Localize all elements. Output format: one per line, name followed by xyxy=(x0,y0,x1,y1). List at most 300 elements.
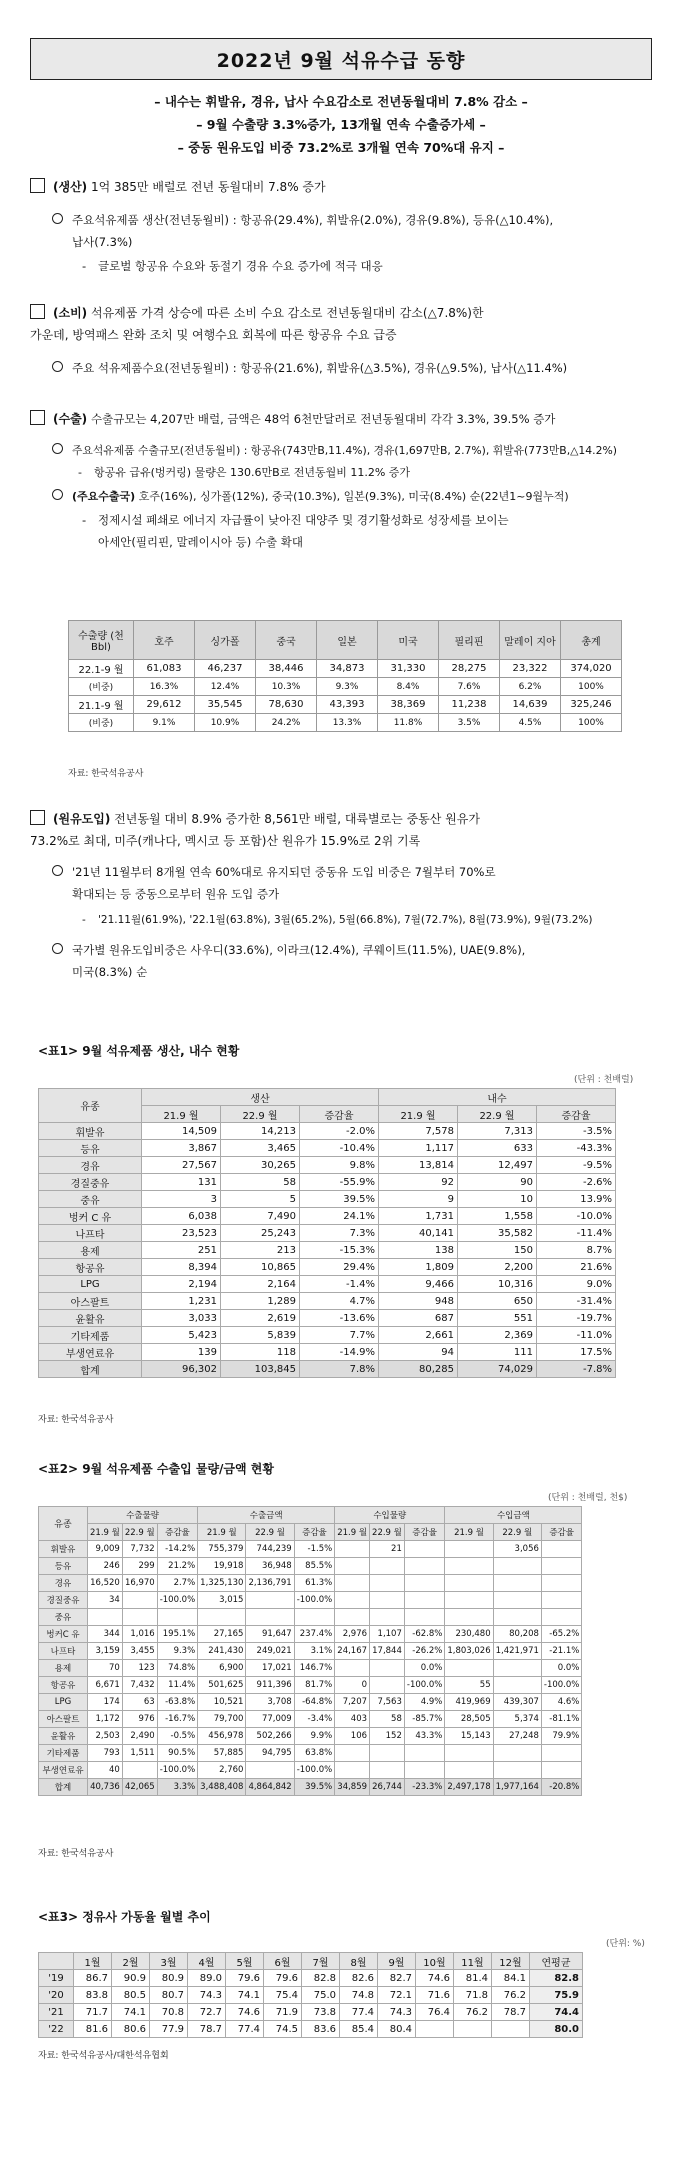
table-cell: 74.8 xyxy=(340,1987,378,2004)
table-cell: 80.5 xyxy=(112,1987,150,2004)
table-cell: 9 xyxy=(379,1191,458,1208)
table-cell: 76.4 xyxy=(416,2004,454,2021)
table-cell: 17,021 xyxy=(246,1660,294,1677)
table-cell: 79.6 xyxy=(226,1970,264,1987)
table-row xyxy=(39,1626,582,1643)
table-row xyxy=(39,1711,582,1728)
table-cell: 80.7 xyxy=(150,1987,188,2004)
table-header-cell: 증감율 xyxy=(300,1106,379,1123)
table-cell: 7,732 xyxy=(122,1541,157,1558)
production-section xyxy=(30,176,660,198)
production-sub2: 글로벌 항공유 수요와 동절기 경유 수요 증가에 적극 대응 xyxy=(98,259,383,273)
table-cell xyxy=(493,1558,541,1575)
table-cell xyxy=(454,2021,492,2038)
import-bullet-3b: 미국(8.3%) 순 xyxy=(72,965,148,979)
table-cell: 2,490 xyxy=(122,1728,157,1745)
production-bullet-1 xyxy=(52,210,652,231)
table-cell: -20.8% xyxy=(541,1779,581,1796)
table-cell xyxy=(445,1575,493,1592)
import-sub2: '21.11월(61.9%), '22.1월(63.8%), 3월(65.2%), 5월(66.8%), 7월(72.7%), 8월(73.9%), 9월(73.2%) xyxy=(98,914,593,926)
table-cell: 3,056 xyxy=(493,1541,541,1558)
table-cell xyxy=(541,1575,581,1592)
table-row xyxy=(39,1259,616,1276)
row-label-cell: 합계 xyxy=(39,1361,142,1378)
table-cell: 14,639 xyxy=(500,696,561,714)
table-cell: 94,795 xyxy=(246,1745,294,1762)
table-cell xyxy=(445,1609,493,1626)
table-cell: 17,844 xyxy=(370,1643,405,1660)
import-bullet-2: - '21.11월(61.9%), '22.1월(63.8%), 3월(65.2%), 5월(66.8%), 7월(72.7%), 8월(73.9%), 9월(73.2%) xyxy=(82,914,593,926)
row-label-cell: '22 xyxy=(39,2021,74,2038)
table-cell xyxy=(370,1558,405,1575)
table-header-cell: 11월 xyxy=(454,1953,492,1970)
table-header-cell: 연평균 xyxy=(530,1953,583,1970)
table-cell: 82.6 xyxy=(340,1970,378,1987)
row-label-cell: 22.1-9 월 xyxy=(69,660,134,678)
table1-title: <표1> 9월 석유제품 생산, 내수 현황 xyxy=(38,1044,240,1058)
table-cell: -100.0% xyxy=(541,1677,581,1694)
table-cell: -100.0% xyxy=(404,1677,444,1694)
table-cell: 5,374 xyxy=(493,1711,541,1728)
import-head: (원유도입) xyxy=(53,812,111,826)
table-header-cell: 22.9 월 xyxy=(370,1524,405,1541)
table-row xyxy=(39,1541,582,1558)
table-cell: 34,873 xyxy=(317,660,378,678)
table-row xyxy=(39,1609,582,1626)
table-cell: 29.4% xyxy=(300,1259,379,1276)
export-bullet-1 xyxy=(52,440,652,461)
table-cell: 103,845 xyxy=(221,1361,300,1378)
table-cell xyxy=(493,1677,541,1694)
table-cell: 39.5% xyxy=(300,1191,379,1208)
table-cell xyxy=(445,1660,493,1677)
table-header-cell: 7월 xyxy=(302,1953,340,1970)
table-cell: 35,545 xyxy=(195,696,256,714)
table-cell xyxy=(335,1609,370,1626)
table-cell: 27,165 xyxy=(198,1626,246,1643)
table-cell: -13.6% xyxy=(300,1310,379,1327)
table-cell: 911,396 xyxy=(246,1677,294,1694)
table-cell xyxy=(493,1609,541,1626)
table-header-cell: 21.9 월 xyxy=(198,1524,246,1541)
row-label-cell: (비중) xyxy=(69,678,134,696)
table-cell: 2,503 xyxy=(88,1728,123,1745)
table-cell xyxy=(122,1762,157,1779)
table-cell: 23,523 xyxy=(142,1225,221,1242)
table-cell: 633 xyxy=(458,1140,537,1157)
table-cell: 38,369 xyxy=(378,696,439,714)
table-cell xyxy=(370,1609,405,1626)
table-header-cell: 21.9 월 xyxy=(379,1106,458,1123)
table-header-cell xyxy=(39,1953,74,1970)
table-cell: 246 xyxy=(88,1558,123,1575)
circle-bullet-icon xyxy=(52,213,63,224)
row-label-cell: 나프타 xyxy=(39,1643,88,1660)
table-cell: 85.4 xyxy=(340,2021,378,2038)
table-cell: 80.0 xyxy=(530,2021,583,2038)
table-cell: 0.0% xyxy=(404,1660,444,1677)
table-cell: -21.1% xyxy=(541,1643,581,1660)
table3-source: 자료: 한국석유공사/대한석유협회 xyxy=(38,2051,169,2061)
table-cell: 2,369 xyxy=(458,1327,537,1344)
table-cell xyxy=(445,1558,493,1575)
table-cell: 948 xyxy=(379,1293,458,1310)
table-header-cell: 22.9 월 xyxy=(221,1106,300,1123)
table-cell xyxy=(88,1609,123,1626)
table-cell: 0.0% xyxy=(541,1660,581,1677)
table-row xyxy=(39,1225,616,1242)
table-header-cell: 수입금액 xyxy=(445,1507,582,1524)
table-row xyxy=(39,1361,616,1378)
table-row xyxy=(39,1140,616,1157)
table-subheader-row xyxy=(39,1524,582,1541)
table-cell: -23.3% xyxy=(404,1779,444,1796)
table-cell: 82.8 xyxy=(302,1970,340,1987)
table-cell: -43.3% xyxy=(537,1140,616,1157)
table-cell: 3,455 xyxy=(122,1643,157,1660)
table-cell: 74.3 xyxy=(188,1987,226,2004)
table-row xyxy=(39,1208,616,1225)
table-cell xyxy=(445,1541,493,1558)
table-cell: 79.6 xyxy=(264,1970,302,1987)
table-cell: 4.9% xyxy=(404,1694,444,1711)
table-cell: 90 xyxy=(458,1174,537,1191)
table-cell: -31.4% xyxy=(537,1293,616,1310)
import-sub1a: '21년 11월부터 8개월 연속 60%대로 유지되던 중동유 도입 비중은 7월부터 70%로 xyxy=(72,865,496,879)
table-row xyxy=(39,1558,582,1575)
table-cell xyxy=(445,1592,493,1609)
table-header-cell: 수출금액 xyxy=(198,1507,335,1524)
import-bullet-3 xyxy=(52,940,652,961)
table-cell: 1,421,971 xyxy=(493,1643,541,1660)
table-cell: 3.5% xyxy=(439,714,500,732)
table-cell: 3,015 xyxy=(198,1592,246,1609)
table-cell: 138 xyxy=(379,1242,458,1259)
table-cell: 43.3% xyxy=(404,1728,444,1745)
table-cell: 251 xyxy=(142,1242,221,1259)
table-cell: 9,009 xyxy=(88,1541,123,1558)
table-cell: 24.1% xyxy=(300,1208,379,1225)
table-cell: 11.4% xyxy=(157,1677,197,1694)
production-head: (생산) xyxy=(53,180,88,194)
summary-line-2: – 9월 수출량 3.3%증가, 13개월 연속 수출증가세 – xyxy=(196,117,486,132)
table-cell: 9.3% xyxy=(157,1643,197,1660)
table-row xyxy=(39,1293,616,1310)
consumption-text-a: 석유제품 가격 상승에 따른 소비 수요 감소로 전년동월대비 감소(△7.8%)한 xyxy=(90,306,484,320)
row-label-cell: 벙커 C 유 xyxy=(39,1208,142,1225)
table-cell xyxy=(335,1541,370,1558)
table-cell: 1,107 xyxy=(370,1626,405,1643)
table2-source: 자료: 한국석유공사 xyxy=(38,1849,114,1859)
table-cell: 3,465 xyxy=(221,1140,300,1157)
table-header-cell: 6월 xyxy=(264,1953,302,1970)
table-cell: 755,379 xyxy=(198,1541,246,1558)
table-cell: 2,164 xyxy=(221,1276,300,1293)
table-cell: 1,511 xyxy=(122,1745,157,1762)
circle-bullet-icon xyxy=(52,361,63,372)
row-label-cell: 기타제품 xyxy=(39,1327,142,1344)
table-cell: 1,325,130 xyxy=(198,1575,246,1592)
table-row xyxy=(69,696,622,714)
table-cell: 2.7% xyxy=(157,1575,197,1592)
table-cell: 80.9 xyxy=(150,1970,188,1987)
table-cell: -7.8% xyxy=(537,1361,616,1378)
table-cell: 374,020 xyxy=(561,660,622,678)
export-sub3-text: 호주(16%), 싱가폴(12%), 중국(10.3%), 일본(9.3%), 미국(8.4%) 순(22년1~9월누적) xyxy=(138,490,569,503)
production-sub1a: 주요석유제품 생산(전년동월비) : 항공유(29.4%), 휘발유(2.0%), 경유(9.8%), 등유(△10.4%), xyxy=(72,213,554,227)
table-cell xyxy=(445,1762,493,1779)
production-bullet-1b: 납사(7.3%) xyxy=(72,235,133,249)
table-header-cell: 호주 xyxy=(134,621,195,660)
table-cell xyxy=(493,1660,541,1677)
table-row xyxy=(39,1970,583,1987)
table-cell: 1,803,026 xyxy=(445,1643,493,1660)
checkbox-square-icon xyxy=(30,178,45,193)
table-cell: 74.5 xyxy=(264,2021,302,2038)
table-cell: 146.7% xyxy=(294,1660,334,1677)
table-cell: 77.4 xyxy=(340,2004,378,2021)
table-cell: 11,238 xyxy=(439,696,500,714)
circle-bullet-icon xyxy=(52,943,63,954)
table-cell: 80,208 xyxy=(493,1626,541,1643)
table-header-cell: 5월 xyxy=(226,1953,264,1970)
table-cell: 3.3% xyxy=(157,1779,197,1796)
table-cell: 7.6% xyxy=(439,678,500,696)
table-cell: 2,136,791 xyxy=(246,1575,294,1592)
table-cell: 5,423 xyxy=(142,1327,221,1344)
import-section xyxy=(30,808,660,852)
table-cell: -15.3% xyxy=(300,1242,379,1259)
row-label-cell: 중유 xyxy=(39,1609,88,1626)
table-cell: 2,661 xyxy=(379,1327,458,1344)
table-cell: 1,731 xyxy=(379,1208,458,1225)
import-text-a: 전년동월 대비 8.9% 증가한 8,561만 배럴, 대륙별로는 중동산 원유가 xyxy=(114,812,480,826)
checkbox-square-icon xyxy=(30,410,45,425)
table-header-cell: 21.9 월 xyxy=(142,1106,221,1123)
table-cell: 61.3% xyxy=(294,1575,334,1592)
table-cell: 24,167 xyxy=(335,1643,370,1660)
export-table-source: 자료: 한국석유공사 xyxy=(68,769,144,779)
table-cell: -26.2% xyxy=(404,1643,444,1660)
table-cell xyxy=(294,1609,334,1626)
circle-bullet-icon xyxy=(52,865,63,876)
table-cell: 80.4 xyxy=(378,2021,416,2038)
table-row xyxy=(39,1157,616,1174)
row-label-cell: 벙커C 유 xyxy=(39,1626,88,1643)
row-label-cell: 합계 xyxy=(39,1779,88,1796)
table-cell: -64.8% xyxy=(294,1694,334,1711)
table-cell: 11.8% xyxy=(378,714,439,732)
table-cell: 21.2% xyxy=(157,1558,197,1575)
table-cell: 13.9% xyxy=(537,1191,616,1208)
table-cell: -19.7% xyxy=(537,1310,616,1327)
table-row xyxy=(39,1728,582,1745)
table-cell: 74.1 xyxy=(112,2004,150,2021)
table-row xyxy=(39,1174,616,1191)
table-cell xyxy=(370,1592,405,1609)
table2-title: <표2> 9월 석유제품 수출입 물량/금액 현황 xyxy=(38,1462,274,1476)
table-cell: 58 xyxy=(221,1174,300,1191)
table-cell xyxy=(198,1609,246,1626)
table-cell: 123 xyxy=(122,1660,157,1677)
row-label-cell: 21.1-9 월 xyxy=(69,696,134,714)
table-cell: 16.3% xyxy=(134,678,195,696)
row-label-cell: '19 xyxy=(39,1970,74,1987)
table-cell: 439,307 xyxy=(493,1694,541,1711)
table-cell: 96,302 xyxy=(142,1361,221,1378)
table-cell: 4.5% xyxy=(500,714,561,732)
table-cell: -3.4% xyxy=(294,1711,334,1728)
table-header-row xyxy=(69,621,622,660)
export-bullet-3 xyxy=(52,486,652,507)
table-cell: 30,265 xyxy=(221,1157,300,1174)
table-cell xyxy=(370,1762,405,1779)
table-cell: 5 xyxy=(221,1191,300,1208)
table-cell: 81.6 xyxy=(74,2021,112,2038)
table-cell: 403 xyxy=(335,1711,370,1728)
table-cell: 75.4 xyxy=(264,1987,302,2004)
row-label-cell: 아스팔트 xyxy=(39,1293,142,1310)
table-cell: 249,021 xyxy=(246,1643,294,1660)
table-cell: 2,194 xyxy=(142,1276,221,1293)
table-cell: 7.7% xyxy=(300,1327,379,1344)
table-cell: 2,619 xyxy=(221,1310,300,1327)
table-cell: -9.5% xyxy=(537,1157,616,1174)
table-header-cell: 9월 xyxy=(378,1953,416,1970)
table-cell xyxy=(246,1762,294,1779)
table-cell: 2,497,178 xyxy=(445,1779,493,1796)
table-cell: 152 xyxy=(370,1728,405,1745)
table-cell: 3,708 xyxy=(246,1694,294,1711)
table-cell: -11.4% xyxy=(537,1225,616,1242)
table-cell xyxy=(492,2021,530,2038)
consumption-sub1: 주요 석유제품수요(전년동월비) : 항공유(21.6%), 휘발유(△3.5%), 경유(△9.5%), 납사(△11.4%) xyxy=(72,361,568,375)
export-section xyxy=(30,408,660,430)
row-label-cell: '21 xyxy=(39,2004,74,2021)
table-cell: 73.8 xyxy=(302,2004,340,2021)
table-header-cell: 3월 xyxy=(150,1953,188,1970)
table-cell: 74,029 xyxy=(458,1361,537,1378)
table-cell: -14.9% xyxy=(300,1344,379,1361)
table-cell: 16,970 xyxy=(122,1575,157,1592)
table-cell: 90.9 xyxy=(112,1970,150,1987)
table-row xyxy=(39,2021,583,2038)
table-cell: 74.8% xyxy=(157,1660,197,1677)
table-cell: 77.9 xyxy=(150,2021,188,2038)
table-cell xyxy=(541,1592,581,1609)
table-row xyxy=(69,660,622,678)
table-cell: 1,016 xyxy=(122,1626,157,1643)
table-cell xyxy=(404,1575,444,1592)
row-label-cell: 중유 xyxy=(39,1191,142,1208)
table-cell: 77.4 xyxy=(226,2021,264,2038)
table-cell: 9.8% xyxy=(300,1157,379,1174)
table-cell: 9.0% xyxy=(537,1276,616,1293)
table-cell: 27,248 xyxy=(493,1728,541,1745)
table-cell: 42,065 xyxy=(122,1779,157,1796)
table-row xyxy=(39,1123,616,1140)
table-cell: 17.5% xyxy=(537,1344,616,1361)
table-cell: 12.4% xyxy=(195,678,256,696)
table-cell: 21.6% xyxy=(537,1259,616,1276)
table3 xyxy=(38,1952,583,2038)
table-cell: 34,859 xyxy=(335,1779,370,1796)
row-label-cell: 휘발유 xyxy=(39,1541,88,1558)
table-cell: 72.1 xyxy=(378,1987,416,2004)
table-header-cell: 일본 xyxy=(317,621,378,660)
table-cell: 40,736 xyxy=(88,1779,123,1796)
table-row xyxy=(39,1327,616,1344)
row-label-cell: 윤활유 xyxy=(39,1310,142,1327)
circle-bullet-icon xyxy=(52,489,63,500)
table-cell: 299 xyxy=(122,1558,157,1575)
table-header-cell: 총계 xyxy=(561,621,622,660)
table-cell: 3,159 xyxy=(88,1643,123,1660)
table-cell: 46,237 xyxy=(195,660,256,678)
table2-unit: (단위 : 천배럴, 천$) xyxy=(548,1493,628,1503)
table-cell: 36,948 xyxy=(246,1558,294,1575)
export-country-table xyxy=(68,620,622,732)
table-cell: -100.0% xyxy=(157,1592,197,1609)
export-bullet-2: - 항공유 급유(벙커링) 물량은 130.6만B로 전년동월비 11.2% 증가 xyxy=(78,466,411,479)
table-cell: 28,505 xyxy=(445,1711,493,1728)
table-cell xyxy=(122,1609,157,1626)
table-row xyxy=(69,678,622,696)
table-cell xyxy=(370,1660,405,1677)
table-cell: 7,207 xyxy=(335,1694,370,1711)
page-title: 2022년 9월 석유수급 동향 xyxy=(216,49,466,72)
table-cell: 82.7 xyxy=(378,1970,416,1987)
table-cell: 74.6 xyxy=(226,2004,264,2021)
table-row xyxy=(39,1762,582,1779)
table-cell: 2,200 xyxy=(458,1259,537,1276)
table-cell: 83.6 xyxy=(302,2021,340,2038)
table-cell: 71.9 xyxy=(264,2004,302,2021)
table-cell: 81.7% xyxy=(294,1677,334,1694)
table-cell xyxy=(335,1762,370,1779)
table-cell: 6,900 xyxy=(198,1660,246,1677)
table-cell: 75.0 xyxy=(302,1987,340,2004)
table-cell: 10.3% xyxy=(256,678,317,696)
table-cell: 13,814 xyxy=(379,1157,458,1174)
table-cell: 85.5% xyxy=(294,1558,334,1575)
table-cell: 3.1% xyxy=(294,1643,334,1660)
table-cell: -2.6% xyxy=(537,1174,616,1191)
table-header-cell: 12월 xyxy=(492,1953,530,1970)
row-label-cell: 부생연료유 xyxy=(39,1344,142,1361)
table-cell: -2.0% xyxy=(300,1123,379,1140)
table-header-cell: 수출물량 xyxy=(88,1507,198,1524)
export-sub4a: 정제시설 폐쇄로 에너지 자급률이 낮아진 대양주 및 경기활성화로 성장세를 보이는 xyxy=(98,513,509,527)
table-cell: -10.4% xyxy=(300,1140,379,1157)
table-row xyxy=(39,1779,582,1796)
table-header-cell: 미국 xyxy=(378,621,439,660)
export-head: (수출) xyxy=(53,412,88,426)
table-cell: 237.4% xyxy=(294,1626,334,1643)
table-cell: -11.0% xyxy=(537,1327,616,1344)
import-bullet-1b: 확대되는 등 중동으로부터 원유 도입 증가 xyxy=(72,887,280,901)
table-cell: 74.1 xyxy=(226,1987,264,2004)
table-cell: 3 xyxy=(142,1191,221,1208)
table-cell: 7,578 xyxy=(379,1123,458,1140)
table-cell: 90.5% xyxy=(157,1745,197,1762)
checkbox-square-icon xyxy=(30,810,45,825)
table-cell: 76.2 xyxy=(454,2004,492,2021)
table-cell: 230,480 xyxy=(445,1626,493,1643)
table-cell xyxy=(541,1541,581,1558)
summary-line-1: – 내수는 휘발유, 경유, 납사 수요감소로 전년동월대비 7.8% 감소 – xyxy=(154,94,528,109)
row-label-cell: 등유 xyxy=(39,1558,88,1575)
